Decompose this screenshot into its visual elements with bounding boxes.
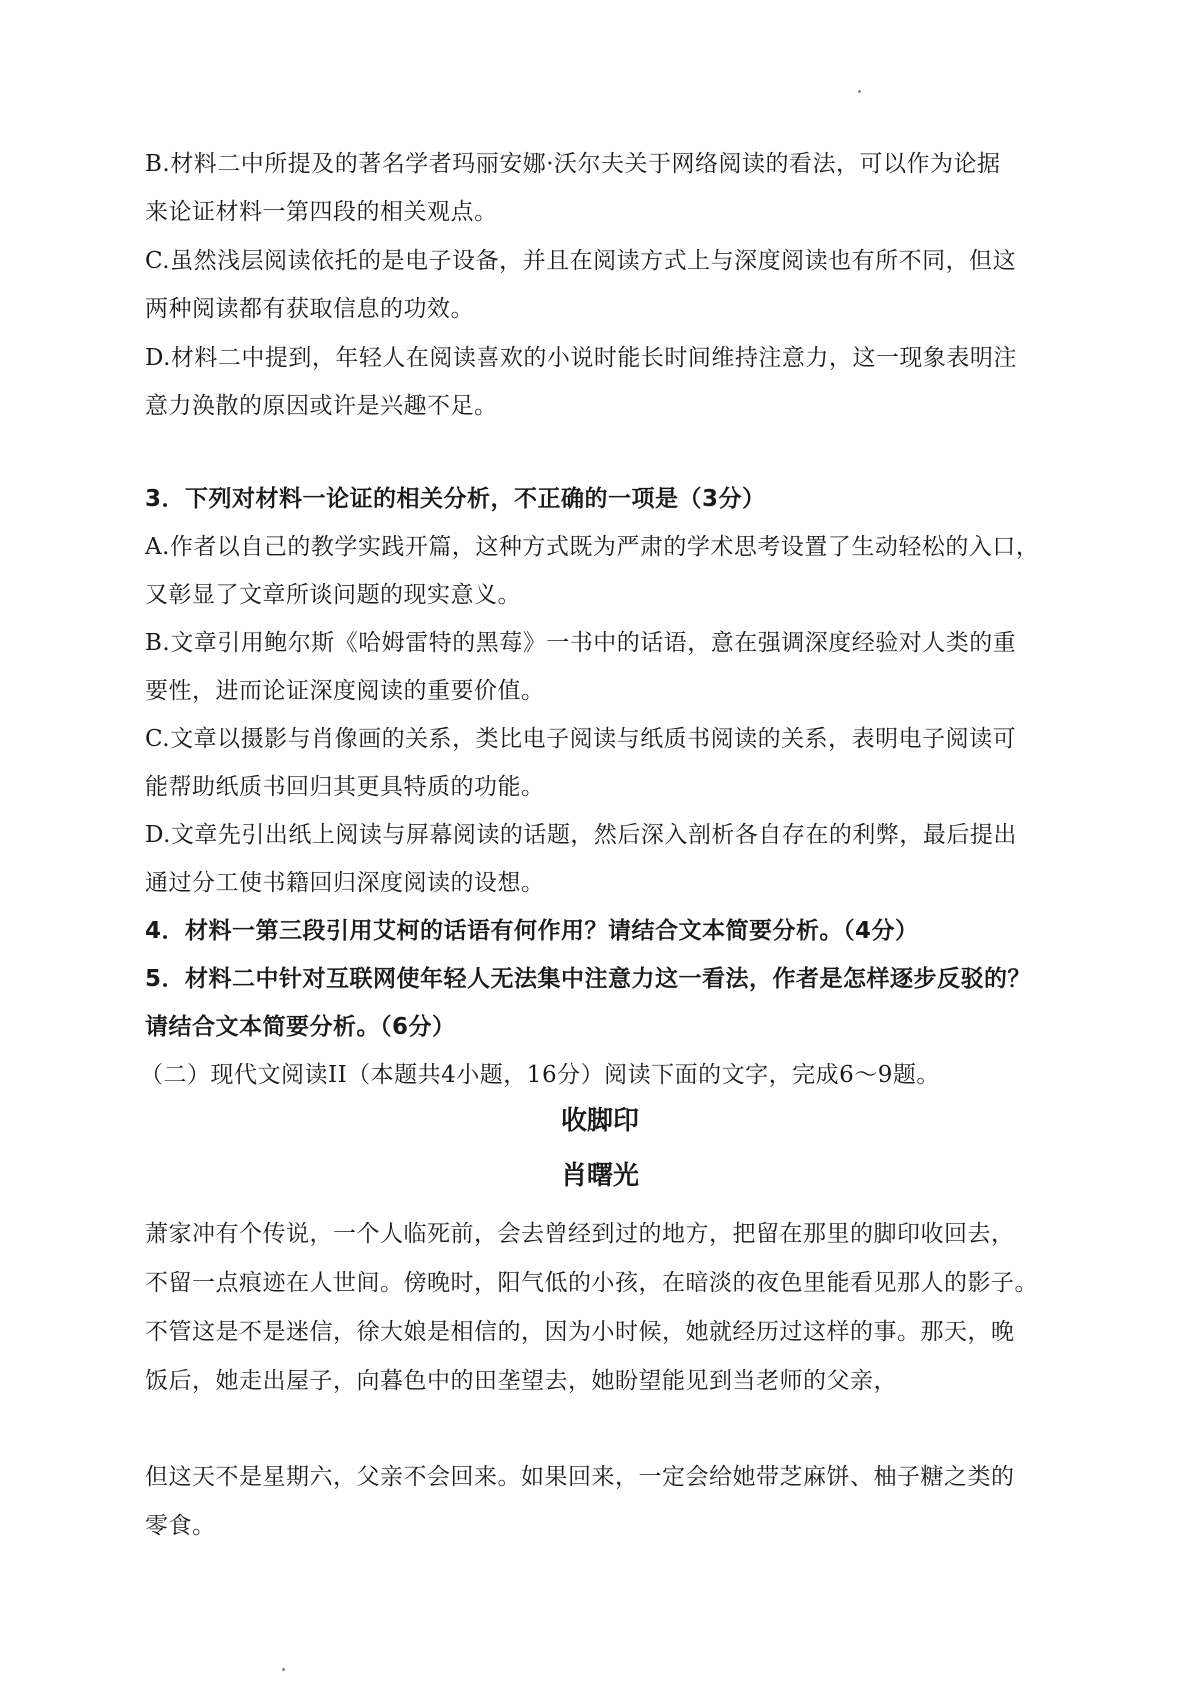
story-paragraph-line6: 零食。 — [145, 1513, 216, 1539]
story-paragraph-line5: 但这天不是星期六，父亲不会回来。如果回来，一定会给她带芝麻饼、柚子糖之类的 — [145, 1464, 1015, 1490]
scan-speck — [282, 1668, 285, 1671]
story-paragraph-line1: 萧家冲有个传说，一个人临死前，会去曾经到过的地方，把留在那里的脚印收回去， — [145, 1221, 1015, 1247]
q2-option-b-line2: 来论证材料一第四段的相关观点。 — [145, 199, 498, 225]
q2-option-d-line1: D.材料二中提到，年轻人在阅读喜欢的小说时能长时间维持注意力，这一现象表明注 — [145, 345, 1017, 371]
story-paragraph-line3: 不管这是不是迷信，徐大娘是相信的，因为小时候，她就经历过这样的事。那天，晚 — [145, 1319, 1015, 1345]
story-author: 肖曙光 — [560, 1161, 639, 1191]
scan-speck — [858, 90, 861, 93]
q3-option-d-line2: 通过分工使书籍回归深度阅读的设想。 — [145, 870, 545, 896]
section-heading: （二）现代文阅读II（本题共4小题，16分）阅读下面的文字，完成6～9题。 — [140, 1062, 940, 1088]
q3-option-a-line1: A.作者以自己的教学实践开篇，这种方式既为严肃的学术思考设置了生动轻松的入口， — [145, 534, 1040, 560]
q4-stem: 4．材料一第三段引用艾柯的话语有何作用？请结合文本简要分析。（4分） — [145, 918, 919, 944]
q5-stem-line1: 5．材料二中针对互联网使年轻人无法集中注意力这一看法，作者是怎样逐步反驳的？ — [145, 966, 1032, 992]
q2-option-c-line1: C.虽然浅层阅读依托的是电子设备，并且在阅读方式上与深度阅读也有所不同，但这 — [145, 248, 1017, 274]
q2-option-b-line1: B.材料二中所提及的著名学者玛丽安娜·沃尔夫关于网络阅读的看法，可以作为论据 — [145, 151, 1001, 177]
q3-option-a-line2: 又彰显了文章所谈问题的现实意义。 — [145, 582, 521, 608]
q3-option-b-line2: 要性，进而论证深度阅读的重要价值。 — [145, 678, 545, 704]
q3-option-c-line1: C.文章以摄影与肖像画的关系，类比电子阅读与纸质书阅读的关系，表明电子阅读可 — [145, 726, 1017, 752]
story-paragraph-line4: 饭后，她走出屋子，向暮色中的田垄望去，她盼望能见到当老师的父亲， — [145, 1368, 897, 1394]
story-title: 收脚印 — [560, 1106, 639, 1136]
q5-stem-line2: 请结合文本简要分析。（6分） — [145, 1014, 456, 1040]
q2-option-c-line2: 两种阅读都有获取信息的功效。 — [145, 296, 474, 322]
q3-option-b-line1: B.文章引用鲍尔斯《哈姆雷特的黑莓》一书中的话语，意在强调深度经验对人类的重 — [145, 630, 1017, 656]
q3-stem: 3．下列对材料一论证的相关分析，不正确的一项是（3分） — [145, 486, 766, 512]
q2-option-d-line2: 意力涣散的原因或许是兴趣不足。 — [145, 393, 498, 419]
q3-option-d-line1: D.文章先引出纸上阅读与屏幕阅读的话题，然后深入剖析各自存在的利弊，最后提出 — [145, 822, 1017, 848]
q3-option-c-line2: 能帮助纸质书回归其更具特质的功能。 — [145, 774, 545, 800]
story-paragraph-line2: 不留一点痕迹在人世间。傍晚时，阳气低的小孩，在暗淡的夜色里能看见那人的影子。 — [145, 1270, 1038, 1296]
